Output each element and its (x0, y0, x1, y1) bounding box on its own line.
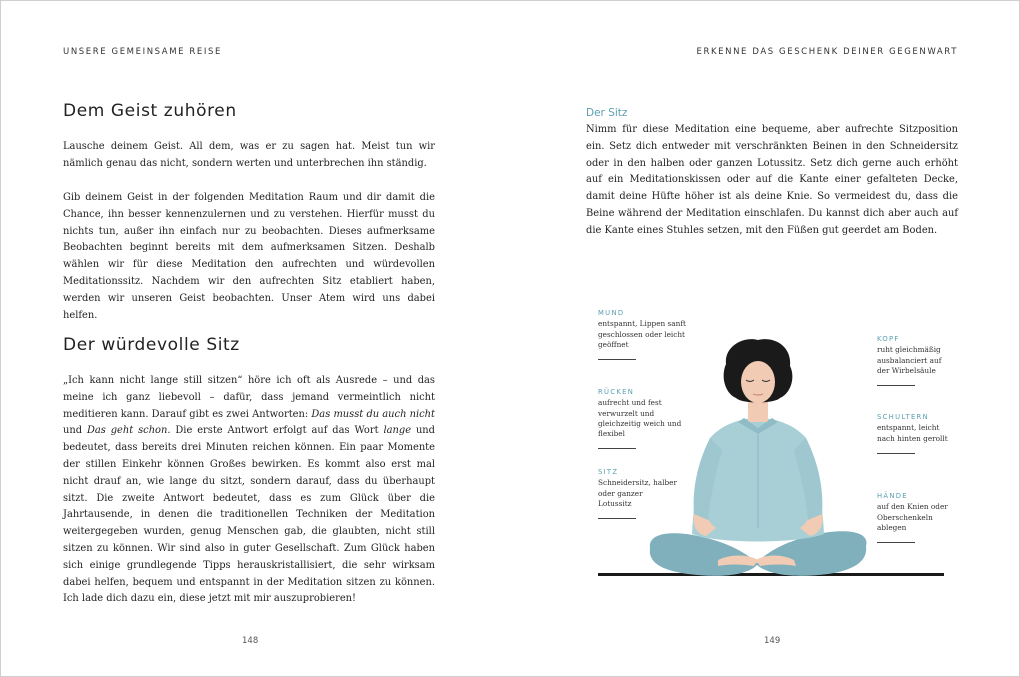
annotation-ruecken-text: aufrecht und fest verwurzelt und gleichzeitig weich und flexibel (598, 398, 682, 439)
annotation-sitz-label: SITZ (598, 468, 619, 476)
annotation-kopf-text: ruht gleichmäßig ausbalanciert auf der Wirbelsäule (877, 345, 942, 375)
annotation-rule (877, 542, 915, 543)
annotation-sitz-text: Schneidersitz, halber oder ganzer Lotussitz (598, 478, 677, 508)
floor-line (598, 573, 944, 576)
annotation-ruecken-label: RÜCKEN (598, 388, 635, 396)
heading-wuerdevoller-sitz: Der würdevolle Sitz (63, 335, 240, 355)
subheading-der-sitz: Der Sitz (586, 107, 628, 119)
annotation-rule (598, 448, 636, 449)
face (741, 361, 775, 403)
running-head-left: UNSERE GEMEINSAME REISE (63, 47, 222, 57)
paragraph-intro: Lausche deinem Geist. All dem, was er zu sagen hat. Meist tun wir nämlich genau das nicht, sondern werten und unterbrechen ihn ständig. (63, 141, 435, 169)
annotation-rule (598, 359, 636, 360)
annotation-haende-label: HÄNDE (877, 492, 908, 500)
neck (748, 402, 768, 422)
annotation-mund-text: entspannt, Lippen sanft geschlossen oder leicht geöffnet (598, 319, 686, 349)
annotation-kopf-label: KOPF (877, 335, 900, 343)
annotation-rule (877, 453, 915, 454)
annotation-schultern-text: entspannt, leicht nach hinten gerollt (877, 423, 948, 443)
running-head-right: ERKENNE DAS GESCHENK DEINER GEGENWART (696, 47, 958, 57)
page-number-right: 149 (764, 636, 781, 646)
annotation-haende (877, 491, 953, 543)
paragraph-still-sitzen: „Ich kann nicht lange still sitzen“ höre ich oft als Ausrede – und das meine ich ganz liebevoll – dafür, dass jemand vermeintlich nicht meditieren kann. Darauf gibt es zwei Antworten: Das musst du auch nicht und Das geht schon. Die erste Antwort erfolgt auf das Wort lange und bedeutet, dass bereits drei Minuten reichen können. Ein paar Momente der stillen Einkehr können Großes bewirken. Es kommt also erst mal nicht drauf an, wie lange du sitzt, sondern darauf, dass du überhaupt sitzt. Die zweite Antwort bedeutet, dass es zum Glück über die Jahrtausende, in denen die traditionellen Techniken der Meditation weitergegeben wurden, genug Menschen gab, die glaubten, nicht still sitzen zu können. Wir sind also in guter Gesellschaft. Zum Glück haben sich einige grundlegende Tipps herauskristallisiert, die sehr wirksam dabei helfen, bequem und entspannt in der Meditation sitzen zu können. Ich lade dich dazu ein, diese jetzt mit mir auszuprobieren! (63, 375, 435, 605)
page-number-left: 148 (242, 636, 259, 646)
annotation-sitz (598, 467, 678, 519)
annotation-ruecken (598, 387, 694, 449)
annotation-rule (598, 518, 636, 519)
annotation-mund-label: MUND (598, 309, 625, 317)
annotation-schultern (877, 412, 953, 454)
annotation-schultern-label: SCHULTERN (877, 413, 929, 421)
annotation-rule (877, 385, 915, 386)
heading-dem-geist-zuhoeren: Dem Geist zuhören (63, 101, 237, 121)
paragraph-sitzposition: Nimm für diese Meditation eine bequeme, aber aufrechte Sitzposition ein. Setz dich entweder mit verschränkten Beinen in den Schneidersitz oder in den halben oder ganzen Lotussitz. Setz dich gerne auch erhöht auf ein Meditationskissen oder auf die Kante einer gefalteten Decke, damit deine Hüfte höher ist als deine Knie. So vermeidest du, dass die Beine während der Meditation einschlafen. Du kannst dich aber auch auf die Kante eines Stuhles setzen, mit den Füßen gut geerdet am Boden. (586, 124, 958, 236)
paragraph-meditation-raum: Gib deinem Geist in der folgenden Meditation Raum und dir damit die Chance, ihn besser kennenzulernen und zu verstehen. Hierfür musst du nichts tun, außer ihn einfach nur zu beobachten. Dieses aufmerksame Beobachten beginnt bereits mit dem aufmerksamen Sitzen. Deshalb wählen wir für diese Meditation den aufrechten und würdevollen Meditationssitz. Nachdem wir den aufrechten Sitz etabliert haben, werden wir unseren Geist beobachten. Unser Atem wird uns dabei helfen. (63, 192, 435, 321)
annotation-haende-text: auf den Knien oder Oberschenkeln ablegen (877, 502, 948, 532)
annotation-kopf (877, 334, 953, 386)
annotation-mund (598, 308, 698, 360)
